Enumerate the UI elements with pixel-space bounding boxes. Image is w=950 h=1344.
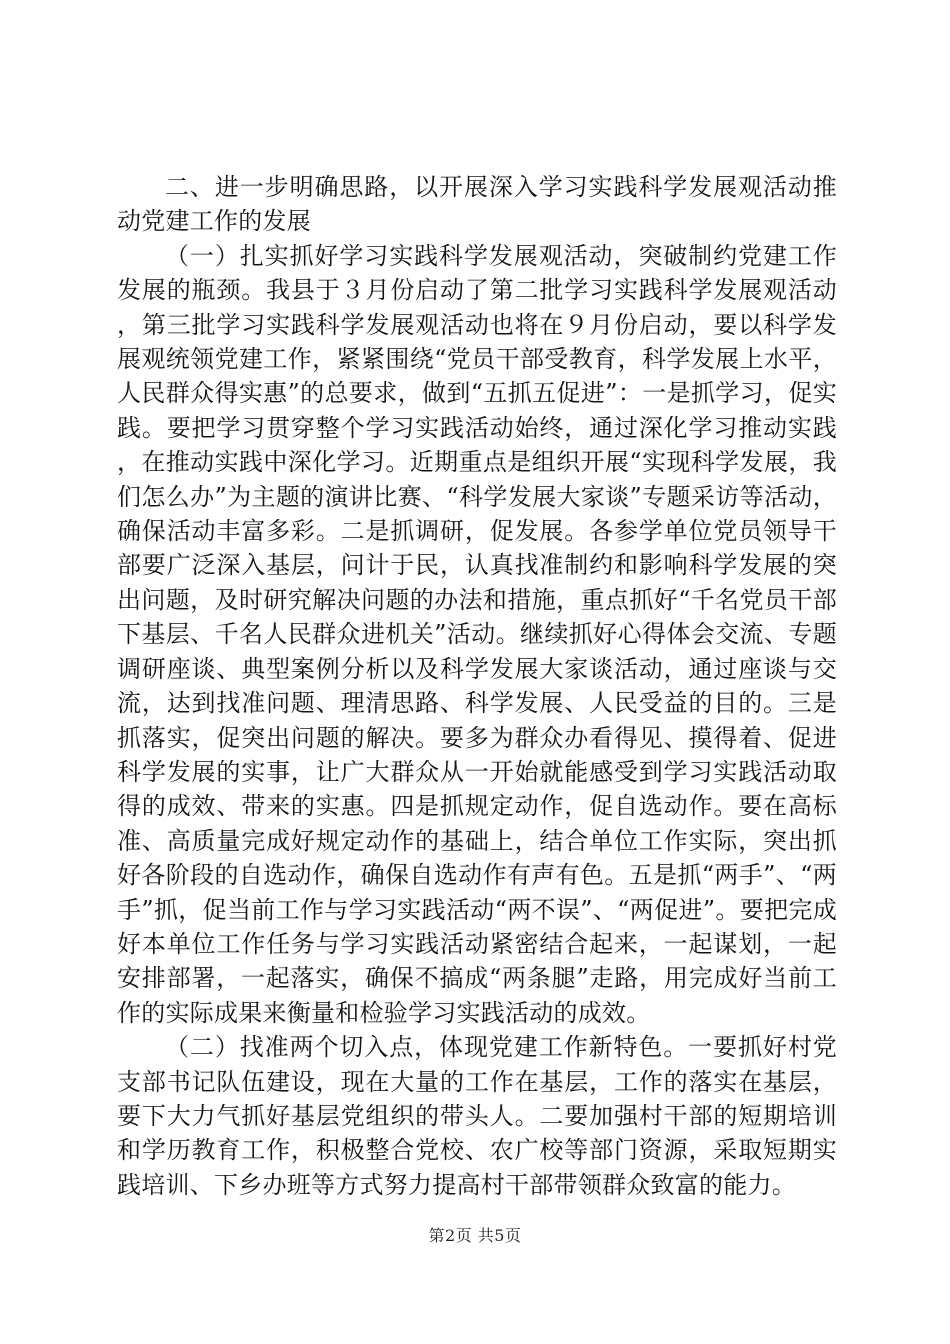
page-footer	[0, 1226, 950, 1246]
body-paragraph-1: （一）扎实抓好学习实践科学发展观活动，突破制约党建工作发展的瓶颈。我县于３月份启动了第二批学习实践科学发展观活动，第三批学习实践科学发展观活动也将在９月份启动，要以科学发展观统领党建工作，紧紧围绕“党员干部受教育，科学发展上水平，人民群众得实惠”的总要求，做到“五抓五促进”：一是抓学习，促实践。要把学习贯穿整个学习实践活动始终，通过深化学习推动实践，在推动实践中深化学习。近期重点是组织开展“实现科学发展，我们怎么办”为主题的演讲比赛、“科学发展大家谈”专题采访等活动，确保活动丰富多彩。二是抓调研，促发展。各参学单位党员领导干部要广泛深入基层，问计于民，认真找准制约和影响科学发展的突出问题，及时研究解决问题的办法和措施，重点抓好“千名党员干部下基层、千名人民群众进机关”活动。继续抓好心得体会交流、专题调研座谈、典型案例分析以及科学发展大家谈活动，通过座谈与交流，达到找准问题、理清思路、科学发展、人民受益的目的。三是抓落实，促突出问题的解决。要多为群众办看得见、摸得着、促进科学发展的实事，让广大群众从一开始就能感受到学习实践活动取得的成效、带来的实惠。四是抓规定动作，促自选动作。要在高标准、高质量完成好规定动作的基础上，结合单位工作实际，突出抓好各阶段的自选动作，确保自选动作有声有色。五是抓“两手”、“两手”抓，促当前工作与学习实践活动“两不误”、“两促进”。要把完成好本单位工作任务与学习实践活动紧密结合起来，一起谋划，一起安排部署，一起落实，确保不搞成“两条腿”走路，用完成好当前工作的实际成果来衡量和检验学习实践活动的成效。	[117, 241, 837, 1027]
page-number-indicator: 第2页 共5页	[428, 1226, 522, 1245]
document-body	[117, 170, 837, 1202]
body-paragraph-2: （二）找准两个切入点，体现党建工作新特色。一要抓好村党支部书记队伍建设，现在大量的工作在基层，工作的落实在基层，要下大力气抓好基层党组织的带头人。二要加强村干部的短期培训和学历教育工作，积极整合党校、农广校等部门资源，采取短期实践培训、下乡办班等方式努力提高村干部带领群众致富的能力。	[117, 1033, 837, 1199]
section-heading-paragraph: 二、进一步明确思路，以开展深入学习实践科学发展观活动推动党建工作的发展	[117, 173, 837, 236]
